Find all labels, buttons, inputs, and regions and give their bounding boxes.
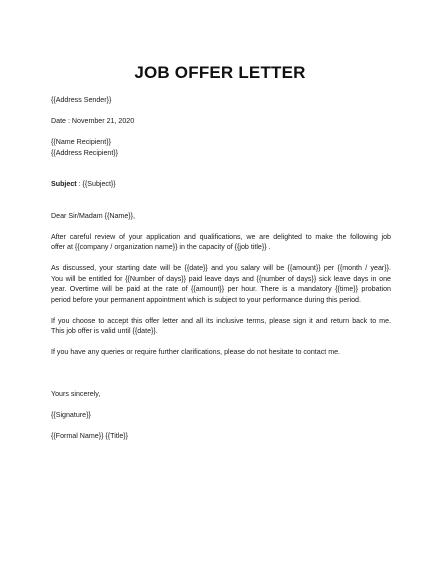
address-sender: {{Address Sender}}	[51, 96, 112, 104]
paragraph-terms-line: As discussed, your starting date will be {{date}} and you salary will be {{amount}} per {{month / year}}.	[51, 264, 391, 272]
name-recipient: {{Name Recipient}}	[51, 138, 111, 146]
paragraph-accept-line: If you choose to accept this offer letter and all its inclusive terms, please sign it and return back to me.	[51, 316, 391, 325]
address-recipient: {{Address Recipient}}	[51, 148, 119, 157]
subject-line	[51, 179, 391, 190]
paragraph-contact: If you have any queries or require further clarifications, please do not hesitate to contact me.	[51, 348, 341, 356]
paragraph-terms	[51, 263, 391, 305]
date-line: Date : November 21, 2020	[51, 117, 135, 125]
closing: Yours sincerely,	[51, 390, 101, 398]
formal-name: {{Formal Name}} {{Title}}	[51, 432, 129, 440]
signature: {{Signature}}	[51, 411, 91, 419]
paragraph-terms-line: year. Overtime will be paid at the rate of {{amount}} per hour. There is a mandatory {{time}} probation	[51, 285, 391, 293]
subject-value: : {{Subject}}	[76, 180, 116, 188]
paragraph-terms-line: You will be entitled for {{Number of days}} paid leave days and {{number of days}} sick leave days in one	[51, 274, 391, 283]
paragraph-accept	[51, 316, 391, 337]
salutation: Dear Sir/Madam {{Name}},	[51, 211, 135, 220]
letter-body	[51, 95, 391, 442]
paragraph-accept-line: This job offer is valid until {{date}}.	[51, 327, 158, 335]
paragraph-intro	[51, 232, 391, 253]
paragraph-intro-line: After careful review of your application and qualifications, we are delighted to make the following job	[51, 232, 391, 241]
letter-title: JOB OFFER LETTER	[134, 63, 306, 82]
paragraph-intro-line: offer at {{company / organization name}} in the capacity of {{job title}} .	[51, 243, 271, 251]
paragraph-terms-line: period before your permanent appointment which is subject to your performance during this period.	[51, 295, 361, 304]
subject-label: Subject	[51, 180, 77, 188]
